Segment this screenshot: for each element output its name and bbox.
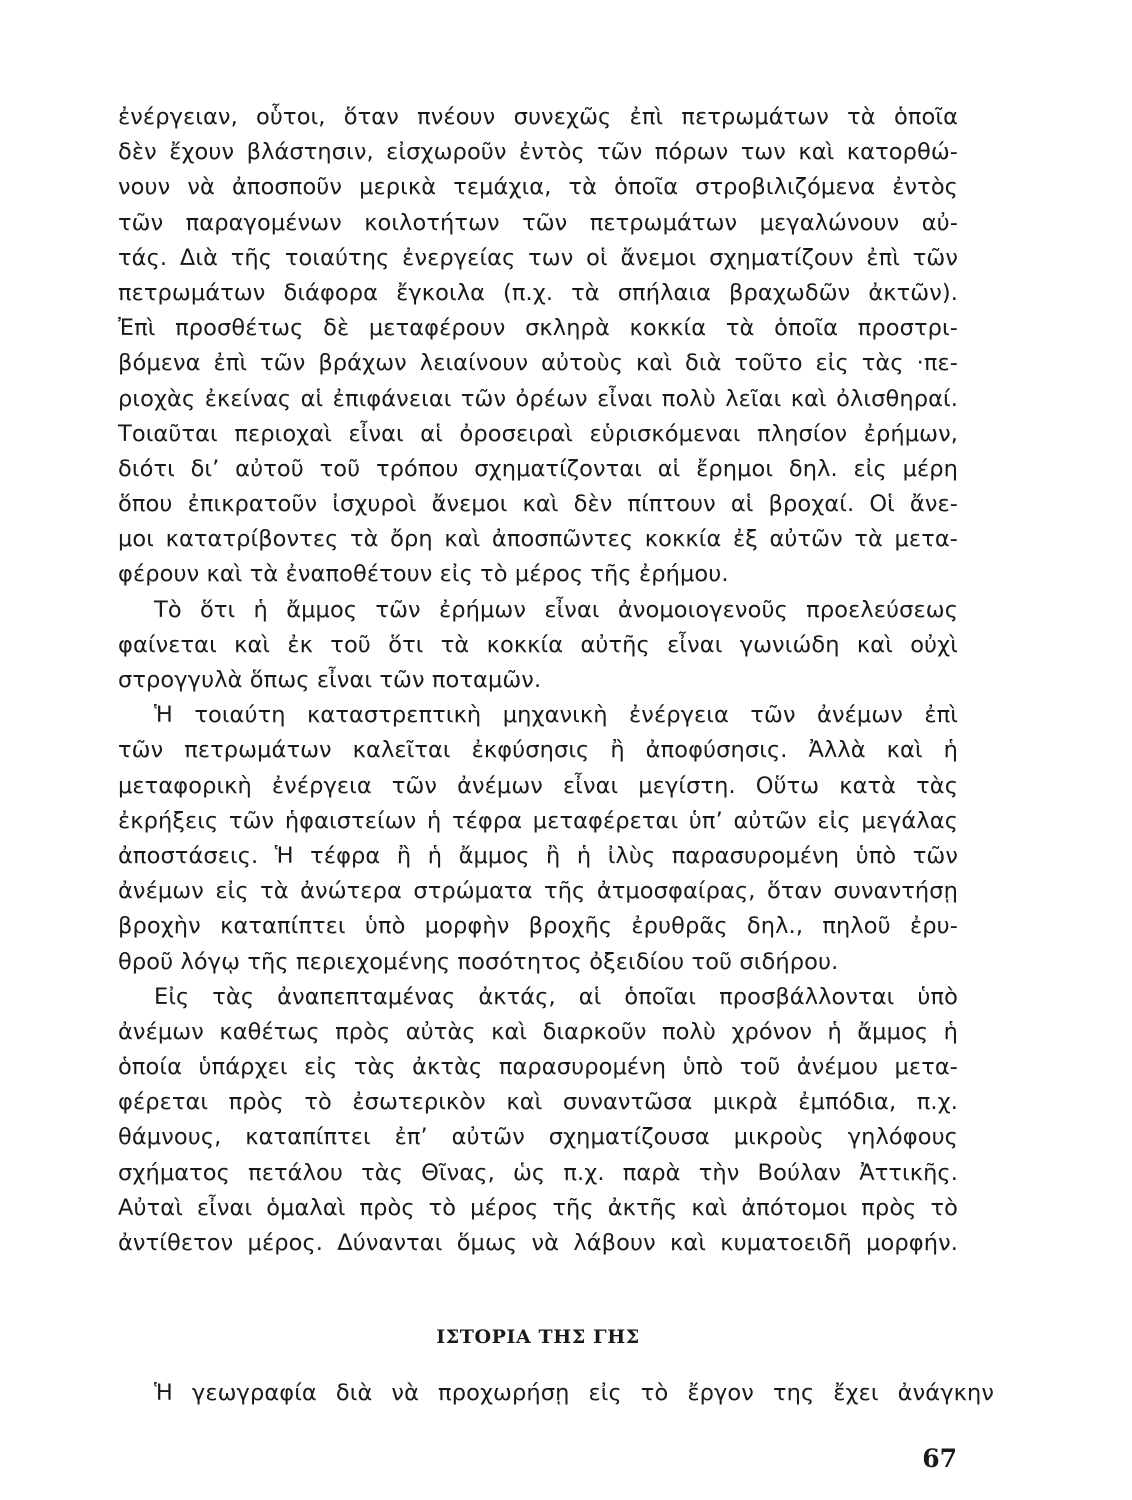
text-line: θροῦ λόγῳ τῆς περιεχομένης ποσότητος ὀξειδίου τοῦ σιδήρου. — [118, 948, 839, 975]
text-line: ἀνέμων καθέτως πρὸς αὐτὰς καὶ διαρκοῦν πολὺ χρόνον ἡ ἄμμος ἡ — [118, 1018, 958, 1045]
body-text — [118, 100, 958, 1261]
page-number: 67 — [922, 1444, 957, 1473]
text-line: ἀνέμων εἰς τὰ ἀνώτερα στρώματα τῆς ἀτμοσφαίρας, ὅταν συναντήσῃ — [118, 878, 958, 905]
text-line: θάμνους, καταπίπτει ἐπ’ αὐτῶν σχηματίζουσα μικροὺς γηλόφους — [118, 1124, 958, 1151]
text-line: βροχὴν καταπίπτει ὑπὸ μορφὴν βροχῆς ἐρυθρᾶς δηλ., πηλοῦ ἐρυ- — [118, 913, 958, 940]
text-line: φέρεται πρὸς τὸ ἐσωτερικὸν καὶ συναντῶσα μικρὰ ἐμπόδια, π.χ. — [118, 1089, 958, 1116]
text-line: νουν νὰ ἀποσποῦν μερικὰ τεμάχια, τὰ ὁποῖα στροβιλιζόμενα ἐντὸς — [118, 174, 958, 201]
text-line: μεταφορικὴ ἐνέργεια τῶν ἀνέμων εἶναι μεγίστη. Οὕτω κατὰ τὰς — [118, 772, 958, 799]
text-line: Ἡ τοιαύτη καταστρεπτικὴ μηχανικὴ ἐνέργεια τῶν ἀνέμων ἐπὶ — [154, 702, 958, 729]
text-line: τῶν πετρωμάτων καλεῖται ἐκφύσησις ἢ ἀποφύσησις. Ἀλλὰ καὶ ἡ — [118, 737, 958, 764]
text-line: τῶν παραγομένων κοιλοτήτων τῶν πετρωμάτων μεγαλώνουν αὐ- — [118, 209, 958, 236]
section-heading: ΙΣΤΟΡΙΑ ΤΗΣ ΓΗΣ — [436, 1326, 640, 1348]
text-line-final: Ἡ γεωγραφία διὰ νὰ προχωρήσῃ εἰς τὸ ἔργον της ἔχει ἀνάγκην — [154, 1380, 994, 1406]
text-line: ριοχὰς ἐκείνας αἱ ἐπιφάνειαι τῶν ὀρέων εἶναι πολὺ λεῖαι καὶ ὀλισθηραί. — [118, 385, 958, 412]
text-line: ἐνέργειαν, οὗτοι, ὅταν πνέουν συνεχῶς ἐπὶ πετρωμάτων τὰ ὁποῖα — [118, 104, 958, 130]
text-line: Αὐταὶ εἶναι ὁμαλαὶ πρὸς τὸ μέρος τῆς ἀκτῆς καὶ ἀπότομοι πρὸς τὸ — [118, 1194, 958, 1221]
text-line: Ἐπὶ προσθέτως δὲ μεταφέρουν σκληρὰ κοκκία τὰ ὁποῖα προστρι- — [118, 315, 958, 342]
text-line: στρογγυλὰ ὅπως εἶναι τῶν ποταμῶν. — [118, 667, 542, 693]
text-line: βόμενα ἐπὶ τῶν βράχων λειαίνουν αὐτοὺς καὶ διὰ τοῦτο εἰς τὰς ·πε- — [118, 350, 958, 377]
text-line: Εἰς τὰς ἀναπεπταμένας ἀκτάς, αἱ ὁποῖαι προσβάλλονται ὑπὸ — [154, 983, 958, 1010]
text-line: διότι δι’ αὐτοῦ τοῦ τρόπου σχηματίζονται αἱ ἔρημοι δηλ. εἰς μέρη — [118, 455, 958, 482]
text-line: πετρωμάτων διάφορα ἔγκοιλα (π.χ. τὰ σπήλαια βραχωδῶν ἀκτῶν). — [118, 279, 958, 306]
text-line: ἀποστάσεις. Ἡ τέφρα ἢ ἡ ἄμμος ἢ ἡ ἰλὺς παρασυρομένη ὑπὸ τῶν — [118, 842, 958, 869]
text-line: φέρουν καὶ τὰ ἐναποθέτουν εἰς τὸ μέρος τῆς ἐρήμου. — [118, 561, 729, 588]
text-line: σχήματος πετάλου τὰς Θῖνας, ὡς π.χ. παρὰ τὴν Βούλαν Ἀττικῆς. — [118, 1159, 958, 1186]
text-line: ὅπου ἐπικρατοῦν ἰσχυροὶ ἄνεμοι καὶ δὲν πίπτουν αἱ βροχαί. Οἱ ἄνε- — [118, 491, 958, 518]
text-line: φαίνεται καὶ ἐκ τοῦ ὅτι τὰ κοκκία αὐτῆς εἶναι γωνιώδη καὶ οὐχὶ — [118, 631, 958, 658]
text-line: ἀντίθετον μέρος. Δύνανται ὅμως νὰ λάβουν καὶ κυματοειδῆ μορφήν. — [118, 1230, 958, 1256]
text-line: τάς. Διὰ τῆς τοιαύτης ἐνεργείας των οἱ ἄνεμοι σχηματίζουν ἐπὶ τῶν — [118, 244, 958, 271]
text-line: δὲν ἔχουν βλάστησιν, εἰσχωροῦν ἐντὸς τῶν πόρων των καὶ κατορθώ- — [118, 139, 958, 166]
text-line: Τοιαῦται περιοχαὶ εἶναι αἱ ὀροσειραὶ εὑρισκόμεναι πλησίον ἐρήμων, — [118, 420, 958, 447]
text-line: ὁποία ὑπάρχει εἰς τὰς ἀκτὰς παρασυρομένη ὑπὸ τοῦ ἀνέμου μετα- — [118, 1054, 958, 1081]
text-line: μοι κατατρίβοντες τὰ ὄρη καὶ ἀποσπῶντες κοκκία ἐξ αὐτῶν τὰ μετα- — [118, 526, 958, 553]
text-line: Τὸ ὅτι ἡ ἄμμος τῶν ἐρήμων εἶναι ἀνομοιογενοῦς προελεύσεως — [154, 596, 958, 623]
text-line: ἐκρήξεις τῶν ἡφαιστείων ἡ τέφρα μεταφέρεται ὑπ’ αὐτῶν εἰς μεγάλας — [118, 807, 958, 834]
